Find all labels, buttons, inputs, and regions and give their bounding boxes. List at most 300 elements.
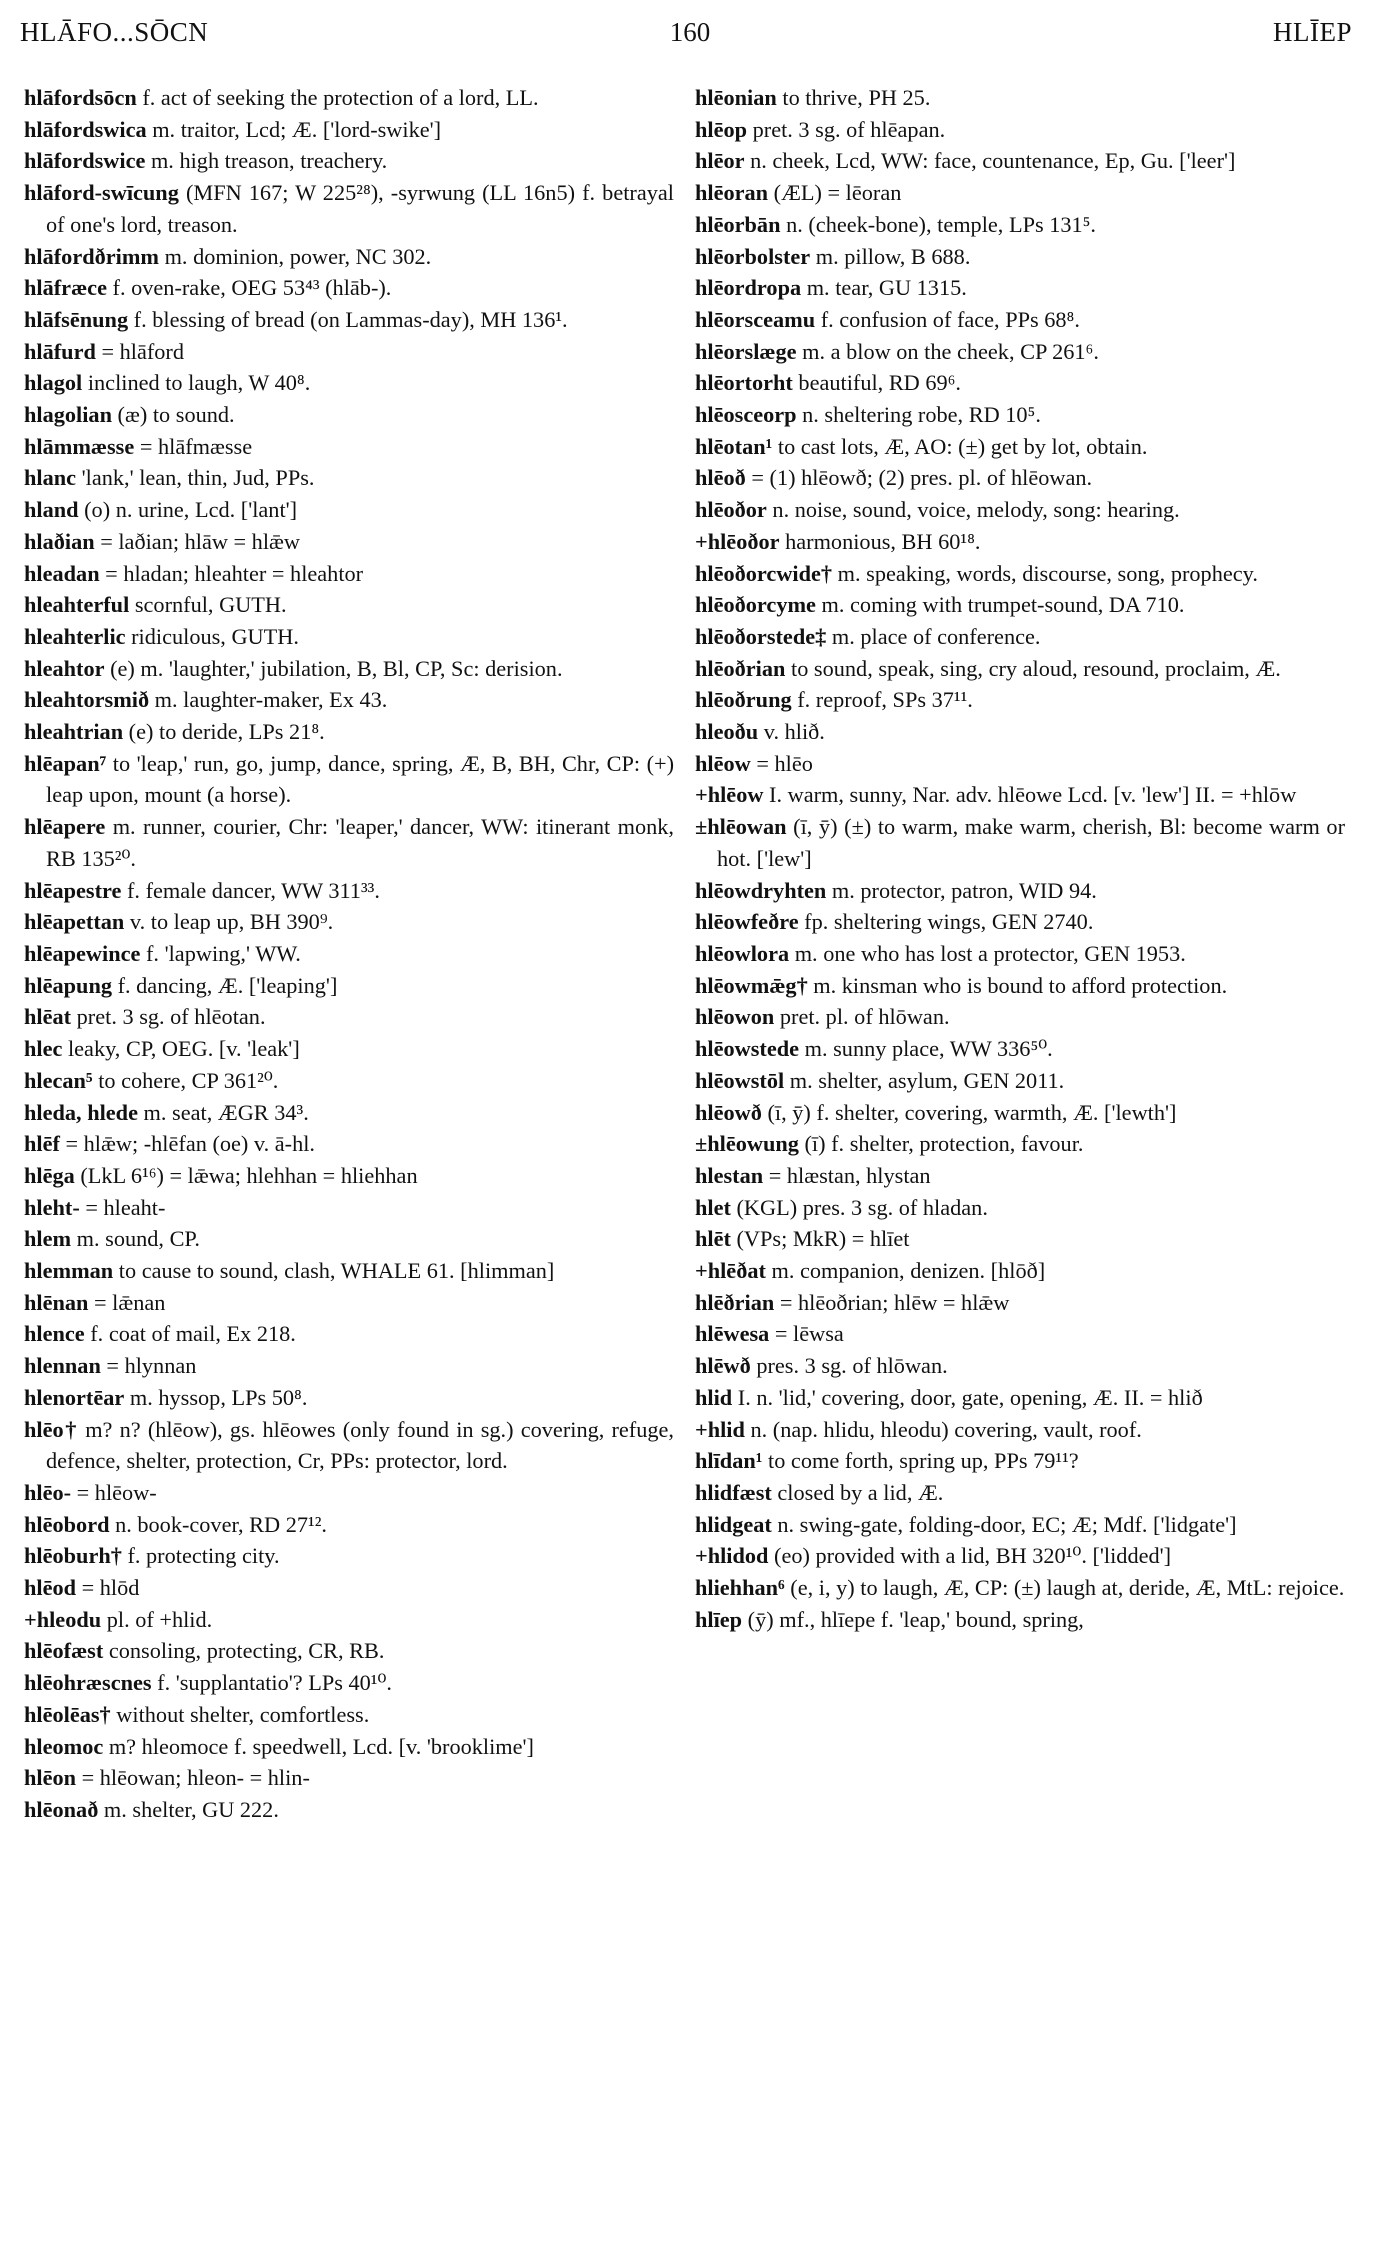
dictionary-entry (695, 716, 1345, 748)
entry-headword: hleomoc (24, 1733, 104, 1759)
entry-definition: (MFN 167; W 225²⁸), -syrwung (LL 16n5) f. betrayal of one's lord, treason. (46, 180, 674, 237)
dictionary-entry (24, 1414, 674, 1477)
entry-definition: n. (nap. hlidu, hleodu) covering, vault, roof. (744, 1416, 1142, 1442)
entry-headword: hlēobord (24, 1511, 110, 1537)
entry-definition: = hlæstan, hlystan (763, 1162, 931, 1188)
entry-definition: m. tear, GU 1315. (801, 275, 967, 301)
entry-headword: ±hlēowan (695, 814, 787, 840)
dictionary-entry (695, 1382, 1345, 1414)
entry-definition: f. 'lapwing,' WW. (140, 940, 301, 966)
entry-definition: m. high treason, treachery. (145, 148, 388, 174)
entry-definition: inclined to laugh, W 40⁸. (82, 370, 311, 396)
entry-headword: hlanc (24, 465, 77, 491)
entry-definition: f. reproof, SPs 37¹¹. (791, 687, 973, 713)
entry-headword: hlēoðorcwide† (695, 560, 833, 586)
dictionary-entry (24, 1635, 674, 1667)
entry-definition: to sound, speak, sing, cry aloud, resound, proclaim, Æ. (785, 655, 1281, 681)
entry-headword: hlēf (24, 1131, 60, 1157)
entry-headword: hleoðu (695, 719, 759, 745)
dictionary-entry (695, 1223, 1345, 1255)
entry-headword: hlēohræscnes (24, 1670, 152, 1696)
dictionary-entry (24, 1255, 674, 1287)
dictionary-entry (695, 1318, 1345, 1350)
entry-headword: hlagolian (24, 402, 112, 428)
entry-definition: = hlēo (750, 750, 813, 776)
entry-headword: hlēt (695, 1226, 731, 1252)
entry-definition: m. runner, courier, Chr: 'leaper,' dancer, WW: itinerant monk, RB 135²⁰. (46, 814, 674, 871)
dictionary-entry (695, 1033, 1345, 1065)
dictionary-entry (24, 875, 674, 907)
dictionary-entry (24, 1572, 674, 1604)
entry-definition: f. 'supplantatio'? LPs 40¹⁰. (151, 1670, 393, 1696)
entry-definition: = hlēowan; hleon- = hlin- (76, 1765, 310, 1791)
entry-headword: hlēnan (24, 1289, 89, 1315)
dictionary-entry (24, 114, 674, 146)
dictionary-entry (695, 875, 1345, 907)
entry-definition: scornful, GUTH. (129, 592, 287, 618)
entry-definition: (e) m. 'laughter,' jubilation, B, Bl, CP, Sc: derision. (104, 655, 563, 681)
dictionary-entry (24, 811, 674, 874)
dictionary-entry (24, 336, 674, 368)
entry-headword: +hlēðat (695, 1258, 766, 1284)
dictionary-entry (695, 1477, 1345, 1509)
dictionary-entry (695, 209, 1345, 241)
dictionary-entry (24, 1065, 674, 1097)
dictionary-entry (695, 589, 1345, 621)
dictionary-entry (695, 779, 1345, 811)
entry-headword: hlem (24, 1226, 72, 1252)
entry-headword: hleahtrian (24, 719, 124, 745)
entry-definition: m. one who has lost a protector, GEN 1953. (789, 940, 1186, 966)
dictionary-entry (695, 1065, 1345, 1097)
entry-headword: hlet (695, 1194, 731, 1220)
entry-headword: hleda, hlede (24, 1099, 138, 1125)
entry-headword: hlēapere (24, 814, 106, 840)
entry-definition: to come forth, spring up, PPs 79¹¹? (762, 1448, 1079, 1474)
entry-definition: = hlǣw; -hlēfan (oe) v. ā-hl. (59, 1131, 315, 1157)
entry-headword: hlēoðor (695, 497, 767, 523)
entry-definition: = (1) hlēowð; (2) pres. pl. of hlēowan. (745, 465, 1093, 491)
dictionary-entry (24, 1382, 674, 1414)
entry-definition: f. act of seeking the protection of a lord, LL. (136, 85, 539, 110)
entry-headword: hleht- (24, 1194, 80, 1220)
entry-definition: n. noise, sound, voice, melody, song: hearing. (766, 497, 1180, 523)
entry-headword: hlence (24, 1321, 85, 1347)
entry-headword: +hlidod (695, 1543, 769, 1569)
dictionary-entry (24, 145, 674, 177)
dictionary-entry (24, 1540, 674, 1572)
entry-headword: hlāfordsōcn (24, 85, 137, 110)
entry-definition: m. pillow, B 688. (810, 243, 971, 269)
entry-headword: hlēoburh† (24, 1543, 122, 1569)
entry-definition: (ÆL) = lēoran (768, 180, 902, 206)
entry-headword: hlēoðorstede‡ (695, 623, 827, 649)
entry-definition: I. n. 'lid,' covering, door, gate, opening, Æ. II. = hlið (732, 1384, 1203, 1410)
dictionary-entry (695, 558, 1345, 590)
entry-headword: hleahterlic (24, 623, 126, 649)
entry-headword: hlāfurd (24, 338, 96, 364)
dictionary-entry (24, 1604, 674, 1636)
entry-headword: hlēod (24, 1575, 77, 1601)
entry-definition: f. oven-rake, OEG 53⁴³ (hlāb-). (106, 275, 392, 301)
entry-headword: +hlēow (695, 782, 764, 808)
page-number: 160 (669, 17, 711, 47)
right-column (695, 82, 1345, 1635)
dictionary-entry (24, 1097, 674, 1129)
entry-definition: (VPs; MkR) = hlīet (730, 1226, 910, 1252)
entry-headword: hleadan (24, 560, 100, 586)
entry-definition: n. cheek, Lcd, WW: face, countenance, Ep, Gu. ['leer'] (744, 148, 1236, 174)
entry-definition: = hlynnan (100, 1353, 197, 1379)
entry-definition: v. to leap up, BH 390⁹. (124, 909, 334, 935)
entry-headword: hlēop (695, 116, 748, 142)
dictionary-entry (24, 653, 674, 685)
dictionary-entry (695, 1255, 1345, 1287)
entry-definition: ridiculous, GUTH. (125, 623, 299, 649)
entry-headword: hlēonað (24, 1796, 99, 1822)
entry-headword: hlāfræce (24, 275, 107, 301)
entry-definition: (e, i, y) to laugh, Æ, CP: (±) laugh at, deride, Æ, MtL: rejoice. (784, 1575, 1345, 1601)
dictionary-entry (695, 399, 1345, 431)
entry-headword: hlēapung (24, 972, 112, 998)
dictionary-entry (695, 82, 1345, 114)
entry-headword: hlēorslæge (695, 338, 797, 364)
entry-headword: hlāfordswice (24, 148, 146, 174)
dictionary-entry (24, 494, 674, 526)
entry-definition: m. shelter, asylum, GEN 2011. (784, 1067, 1065, 1093)
entry-definition: f. blessing of bread (on Lammas-day), MH 136¹. (128, 306, 568, 332)
entry-definition: m? n? (hlēow), gs. hlēowes (only found in sg.) covering, refuge, defence, shelter, protection, Cr, PPs: protector, lord. (46, 1416, 675, 1474)
dictionary-entry (24, 272, 674, 304)
entry-definition: fp. sheltering wings, GEN 2740. (798, 909, 1094, 935)
entry-headword: hlēorbān (695, 211, 781, 237)
entry-headword: hlec (24, 1036, 63, 1062)
entry-headword: hlēowdryhten (695, 877, 827, 903)
entry-headword: hlīep (695, 1606, 743, 1632)
entry-definition: (LkL 6¹⁶) = lǣwa; hlehhan = hliehhan (74, 1162, 418, 1188)
entry-headword: hlāmmæsse (24, 433, 135, 459)
entry-headword: hlēotan¹ (695, 433, 773, 459)
dictionary-entry (24, 177, 674, 240)
dictionary-entry (695, 1287, 1345, 1319)
entry-headword: ±hlēowung (695, 1131, 799, 1157)
entry-definition: = lǣnan (88, 1289, 166, 1315)
entry-definition: f. female dancer, WW 311³³. (121, 877, 380, 903)
dictionary-entry (695, 1604, 1345, 1636)
dictionary-entry (24, 1667, 674, 1699)
entry-definition: closed by a lid, Æ. (771, 1479, 944, 1505)
dictionary-entry (695, 1509, 1345, 1541)
entry-definition: m. place of conference. (826, 623, 1041, 649)
dictionary-entry (24, 1699, 674, 1731)
entry-definition: = hlāford (95, 338, 184, 364)
dictionary-entry (24, 399, 674, 431)
entry-headword: hlāfordðrimm (24, 243, 160, 269)
dictionary-entry (695, 1097, 1345, 1129)
dictionary-entry (24, 1318, 674, 1350)
entry-headword: hlēoðrian (695, 655, 786, 681)
dictionary-entry (24, 970, 674, 1002)
entry-definition: (æ) to sound. (111, 402, 235, 428)
entry-definition: = hleaht- (79, 1194, 166, 1220)
dictionary-entry (24, 526, 674, 558)
entry-definition: m. coming with trumpet-sound, DA 710. (815, 592, 1185, 618)
entry-headword: hlēonian (695, 85, 777, 110)
dictionary-entry (24, 1731, 674, 1763)
entry-definition: f. protecting city. (121, 1543, 280, 1569)
entry-headword: +hleodu (24, 1606, 102, 1632)
entry-headword: hlēordropa (695, 275, 802, 301)
entry-headword: +hlid (695, 1416, 745, 1442)
dictionary-entry (24, 748, 674, 811)
left-column (24, 82, 674, 1826)
entry-definition: to cohere, CP 361²⁰. (92, 1067, 279, 1093)
entry-definition: m. traitor, Lcd; Æ. ['lord-swike'] (146, 116, 442, 142)
dictionary-entry (24, 1033, 674, 1065)
entry-headword: hlēowstōl (695, 1067, 785, 1093)
entry-headword: hlēowlora (695, 940, 790, 966)
dictionary-entry (24, 1477, 674, 1509)
entry-definition: m. hyssop, LPs 50⁸. (124, 1384, 308, 1410)
entry-headword: hlēðrian (695, 1289, 775, 1315)
entry-definition: (ī) f. shelter, protection, favour. (798, 1131, 1084, 1157)
dictionary-entry (695, 1001, 1345, 1033)
dictionary-entry (24, 1794, 674, 1826)
dictionary-entry (24, 367, 674, 399)
entry-headword: hlidgeat (695, 1511, 772, 1537)
entry-definition: pres. 3 sg. of hlōwan. (750, 1353, 948, 1379)
dictionary-entry (24, 304, 674, 336)
entry-headword: hlēowmǣg† (695, 972, 808, 998)
entry-headword: hlēofæst (24, 1638, 104, 1664)
dictionary-entry (695, 241, 1345, 273)
entry-definition: (KGL) pres. 3 sg. of hladan. (730, 1194, 988, 1220)
entry-definition: pret. 3 sg. of hlēotan. (71, 1004, 266, 1030)
entry-definition: m. seat, ÆGR 34³. (137, 1099, 309, 1125)
entry-definition: (o) n. urine, Lcd. ['lant'] (78, 497, 298, 523)
entry-definition: to 'leap,' run, go, jump, dance, spring, Æ, B, BH, Chr, CP: (+) leap upon, mount (a horse). (46, 750, 674, 808)
entry-definition: to thrive, PH 25. (776, 85, 931, 110)
entry-definition: n. book-cover, RD 27¹². (109, 1511, 327, 1537)
entry-headword: hlēwð (695, 1353, 751, 1379)
entry-headword: hlēolēas† (24, 1701, 111, 1727)
entry-definition: pret. pl. of hlōwan. (774, 1004, 950, 1030)
dictionary-entry (24, 716, 674, 748)
dictionary-entry (695, 494, 1345, 526)
dictionary-entry (695, 684, 1345, 716)
entry-headword: hlēwesa (695, 1321, 770, 1347)
entry-headword: hlēorbolster (695, 243, 811, 269)
entry-headword: hlecan⁵ (24, 1067, 93, 1093)
entry-headword: hlenortēar (24, 1384, 125, 1410)
entry-headword: hlēon (24, 1765, 77, 1791)
entry-definition: = laðian; hlāw = hlǣw (94, 528, 300, 554)
entry-headword: hlēowð (695, 1099, 762, 1125)
entry-definition: v. hlið. (758, 719, 825, 745)
dictionary-entry (24, 906, 674, 938)
dictionary-entry (24, 684, 674, 716)
dictionary-entry (695, 336, 1345, 368)
entry-headword: hlēga (24, 1162, 75, 1188)
entry-headword: hlaðian (24, 528, 95, 554)
dictionary-entry (24, 621, 674, 653)
dictionary-entry (695, 621, 1345, 653)
entry-headword: hlēat (24, 1004, 72, 1030)
dictionary-entry (695, 1572, 1345, 1604)
entry-definition: m. shelter, GU 222. (98, 1796, 279, 1822)
entry-definition: m. laughter-maker, Ex 43. (149, 687, 388, 713)
entry-definition: m. protector, patron, WID 94. (826, 877, 1097, 903)
dictionary-entry (695, 1445, 1345, 1477)
entry-headword: hlēoðrung (695, 687, 792, 713)
entry-headword: hlāford-swīcung (24, 180, 179, 206)
entry-definition: m. a blow on the cheek, CP 261⁶. (796, 338, 1099, 364)
entry-headword: hlēow (695, 750, 751, 776)
dictionary-entry (24, 241, 674, 273)
entry-definition: = hlēow- (71, 1479, 157, 1505)
entry-definition: leaky, CP, OEG. [v. 'leak'] (62, 1036, 300, 1062)
dictionary-entry (24, 1128, 674, 1160)
entry-headword: hlīdan¹ (695, 1448, 763, 1474)
dictionary-entry (695, 938, 1345, 970)
entry-headword: hlēowfeðre (695, 909, 799, 935)
dictionary-entry (24, 938, 674, 970)
entry-headword: hlagol (24, 370, 83, 396)
entry-definition: n. sheltering robe, RD 10⁵. (796, 402, 1041, 428)
entry-headword: hlēapettan (24, 909, 125, 935)
entry-definition: pl. of +hlid. (101, 1606, 213, 1632)
entry-definition: m. dominion, power, NC 302. (159, 243, 432, 269)
entry-headword: hlēowon (695, 1004, 775, 1030)
entry-headword: hlāfordswica (24, 116, 147, 142)
entry-definition: consoling, protecting, CR, RB. (103, 1638, 385, 1664)
running-head-right: HLĪEP (1273, 17, 1352, 47)
entry-definition: I. warm, sunny, Nar. adv. hlēowe Lcd. [v. 'lew'] II. = +hlōw (763, 782, 1297, 808)
dictionary-entry (695, 906, 1345, 938)
dictionary-entry (695, 1350, 1345, 1382)
entry-headword: hlennan (24, 1353, 101, 1379)
entry-headword: hlestan (695, 1162, 764, 1188)
entry-headword: hlēo- (24, 1479, 72, 1505)
entry-headword: hlemman (24, 1258, 114, 1284)
entry-headword: hlēowstede (695, 1036, 800, 1062)
dictionary-entry (24, 1509, 674, 1541)
dictionary-entry (695, 177, 1345, 209)
dictionary-entry (24, 431, 674, 463)
dictionary-entry (695, 526, 1345, 558)
entry-definition: m. speaking, words, discourse, song, prophecy. (832, 560, 1258, 586)
entry-definition: = hlōd (76, 1575, 140, 1601)
entry-headword: hlāfsēnung (24, 306, 129, 332)
entry-definition: (ȳ) mf., hlīepe f. 'leap,' bound, spring, (742, 1606, 1084, 1632)
running-head-left: HLĀFO...SŌCN (20, 17, 209, 47)
entry-definition: to cause to sound, clash, WHALE 61. [hlimman] (113, 1258, 555, 1284)
entry-headword: hlēapewince (24, 940, 141, 966)
entry-definition: = hlāfmæsse (134, 433, 253, 459)
dictionary-entry (695, 970, 1345, 1002)
entry-definition: f. dancing, Æ. ['leaping'] (112, 972, 338, 998)
entry-headword: hleahtor (24, 655, 105, 681)
entry-definition: f. confusion of face, PPs 68⁸. (815, 306, 1080, 332)
dictionary-entry (24, 82, 674, 114)
dictionary-entry (24, 462, 674, 494)
dictionary-entry (695, 272, 1345, 304)
entry-definition: m. kinsman who is bound to afford protection. (807, 972, 1228, 998)
entry-headword: hland (24, 497, 79, 523)
entry-definition: beautiful, RD 69⁶. (792, 370, 962, 396)
entry-headword: hleahtorsmið (24, 687, 150, 713)
entry-definition: (ī, ȳ) f. shelter, covering, warmth, Æ. ['lewth'] (761, 1099, 1177, 1125)
dictionary-entry (695, 1414, 1345, 1446)
dictionary-entry (695, 1540, 1345, 1572)
dictionary-entry (24, 1192, 674, 1224)
dictionary-entry (24, 1223, 674, 1255)
entry-definition: (e) to deride, LPs 21⁸. (123, 719, 325, 745)
entry-headword: hleahterful (24, 592, 130, 618)
dictionary-entry (24, 1350, 674, 1382)
entry-definition: pret. 3 sg. of hlēapan. (747, 116, 946, 142)
entry-definition: 'lank,' lean, thin, Jud, PPs. (76, 465, 315, 491)
dictionary-entry (695, 462, 1345, 494)
dictionary-entry (695, 748, 1345, 780)
entry-definition: (eo) provided with a lid, BH 320¹⁰. ['lidded'] (768, 1543, 1172, 1569)
entry-definition: m. sound, CP. (71, 1226, 200, 1252)
entry-headword: hlēosceorp (695, 402, 797, 428)
entry-definition: = lēwsa (769, 1321, 844, 1347)
entry-definition: (ī, ȳ) (±) to warm, make warm, cherish, Bl: become warm or hot. ['lew'] (717, 814, 1345, 871)
dictionary-entry (695, 304, 1345, 336)
entry-definition: m. sunny place, WW 336⁵⁰. (799, 1036, 1053, 1062)
entry-headword: hlidfæst (695, 1479, 772, 1505)
entry-definition: f. coat of mail, Ex 218. (84, 1321, 296, 1347)
dictionary-entry (695, 1128, 1345, 1160)
entry-headword: hlēor (695, 148, 745, 174)
page-header (20, 12, 1360, 52)
entry-headword: hlēortorht (695, 370, 793, 396)
dictionary-entry (695, 431, 1345, 463)
entry-definition: = hlēoðrian; hlēw = hlǣw (774, 1289, 1010, 1315)
dictionary-entry (695, 653, 1345, 685)
entry-definition: n. (cheek-bone), temple, LPs 131⁵. (780, 211, 1097, 237)
entry-headword: hlēorsceamu (695, 306, 816, 332)
entry-headword: hliehhan⁶ (695, 1575, 785, 1601)
dictionary-entry (24, 1001, 674, 1033)
dictionary-entry (24, 1160, 674, 1192)
dictionary-entry (24, 1287, 674, 1319)
entry-definition: = hladan; hleahter = hleahtor (99, 560, 364, 586)
entry-definition: to cast lots, Æ, AO: (±) get by lot, obtain. (772, 433, 1148, 459)
dictionary-entry (695, 367, 1345, 399)
entry-headword: hlēoðorcyme (695, 592, 816, 618)
entry-headword: hlid (695, 1384, 733, 1410)
dictionary-entry (695, 1192, 1345, 1224)
dictionary-entry (695, 811, 1345, 874)
entry-headword: hlēoð (695, 465, 746, 491)
entry-headword: +hlēoðor (695, 528, 780, 554)
entry-headword: hlēapestre (24, 877, 122, 903)
dictionary-entry (24, 558, 674, 590)
entry-definition: m? hleomoce f. speedwell, Lcd. [v. 'brooklime'] (103, 1733, 534, 1759)
entry-headword: hlēo† (24, 1416, 79, 1442)
entry-headword: hlēapan⁷ (24, 750, 107, 776)
entry-definition: harmonious, BH 60¹⁸. (779, 528, 981, 554)
entry-definition: m. companion, denizen. [hlōð] (765, 1258, 1046, 1284)
dictionary-entry (24, 1762, 674, 1794)
entry-definition: n. swing-gate, folding-door, EC; Æ; Mdf. ['lidgate'] (771, 1511, 1237, 1537)
dictionary-entry (695, 145, 1345, 177)
entry-definition: without shelter, comfortless. (110, 1701, 370, 1727)
dictionary-entry (24, 589, 674, 621)
